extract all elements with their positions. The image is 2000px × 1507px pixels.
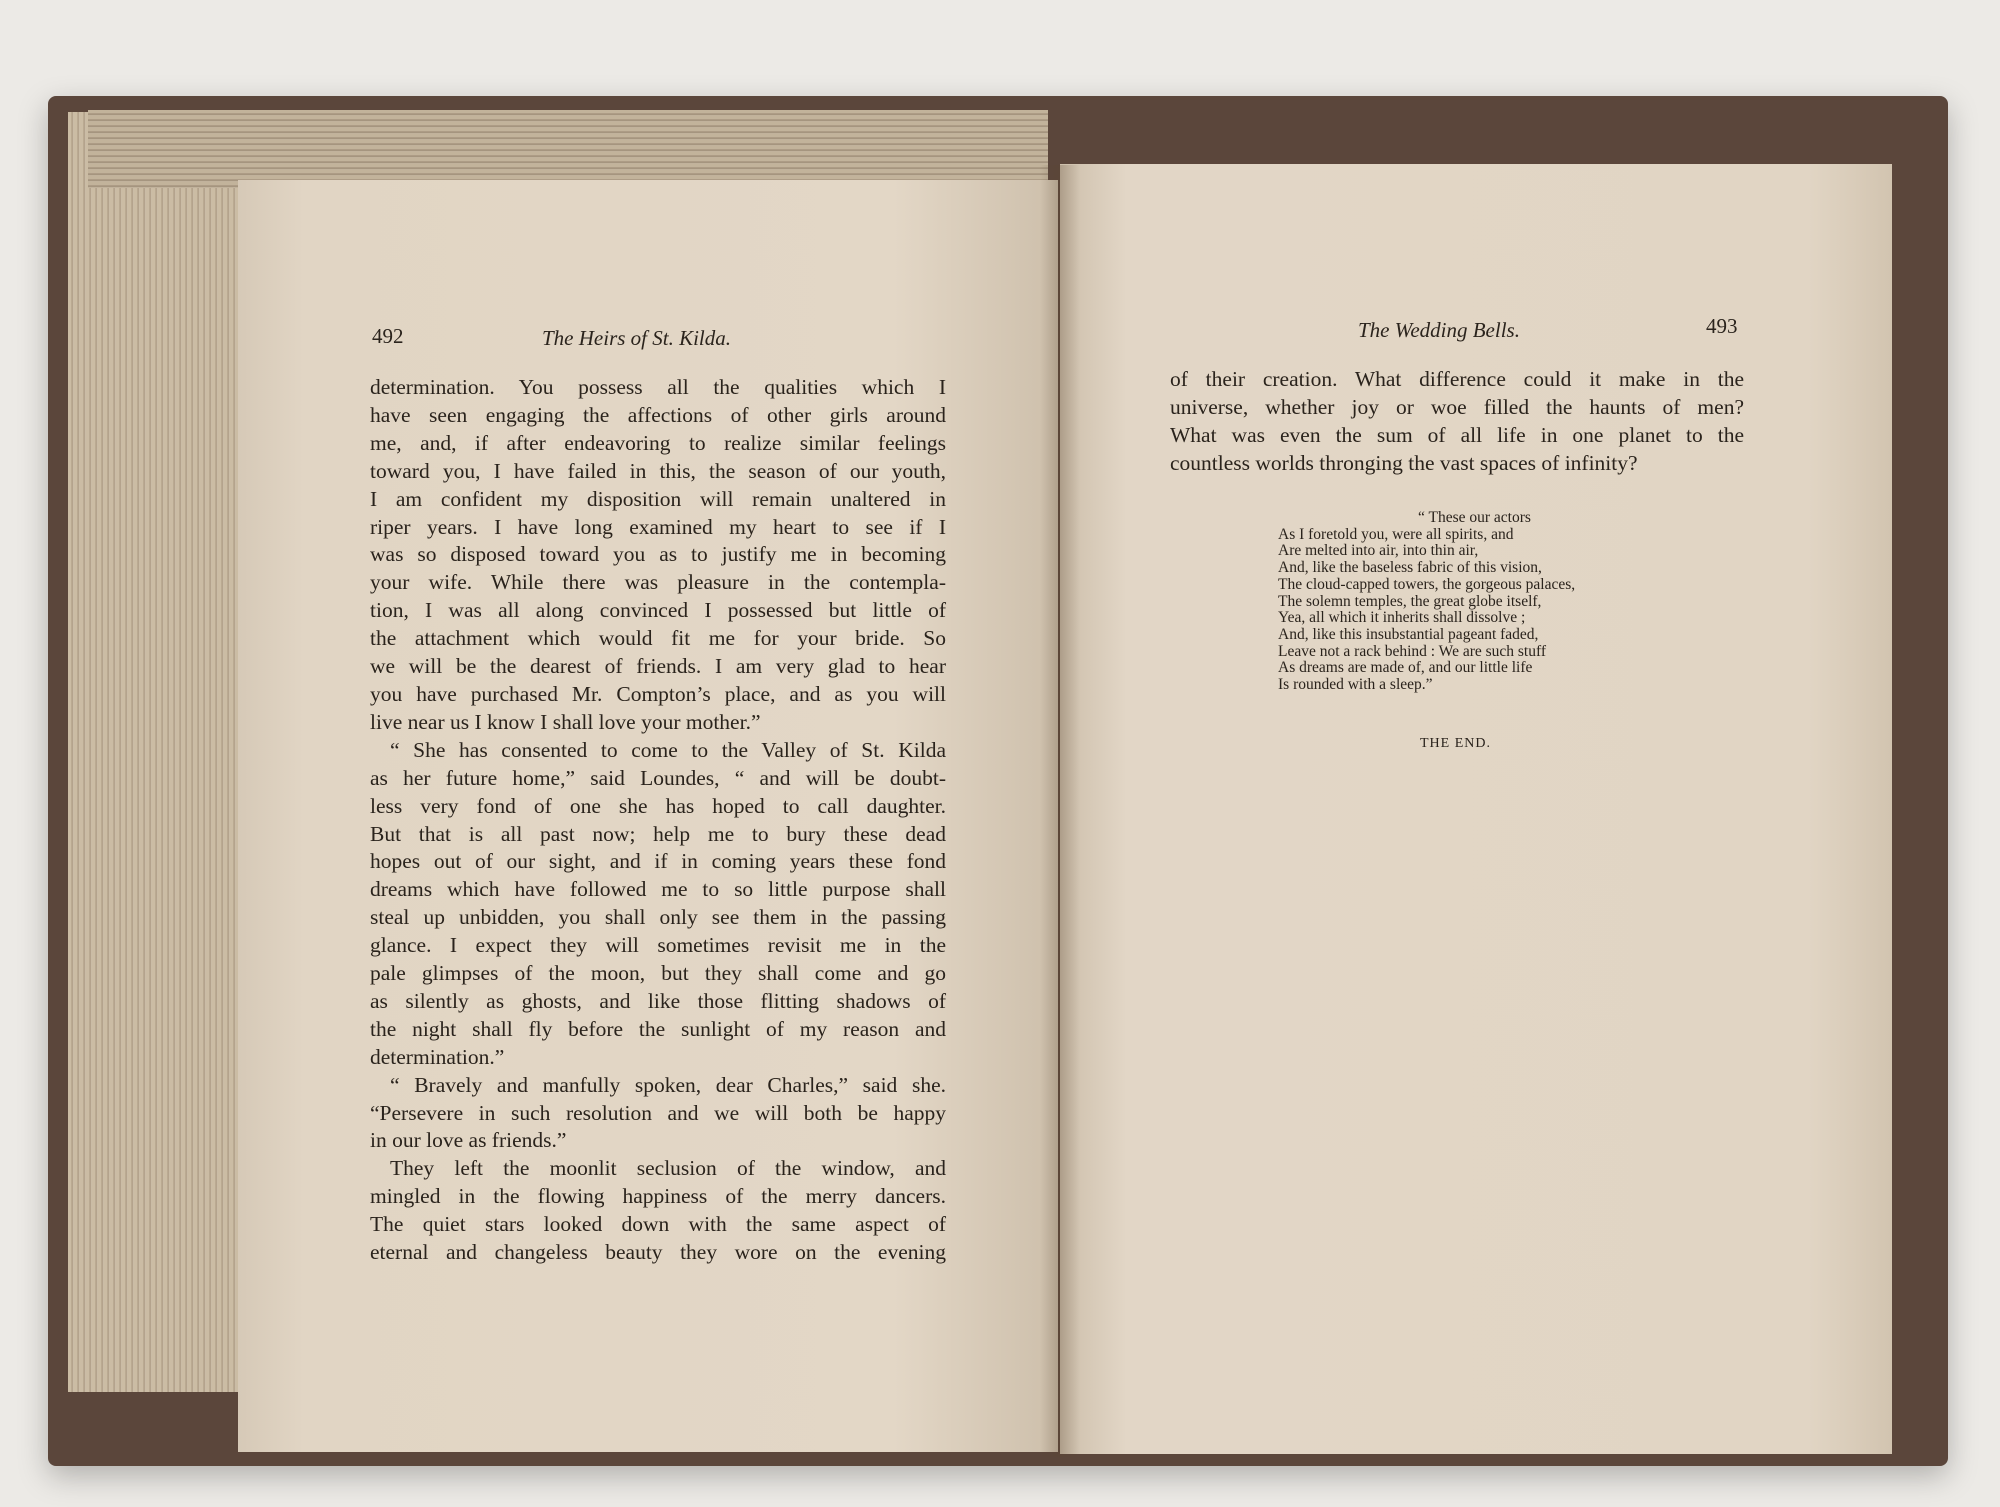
text-line: we will be the dearest of friends. I am very glad to hear: [370, 654, 946, 679]
text-line: They left the moonlit seclusion of the window, and: [390, 1156, 946, 1181]
text-line: less very fond of one she has hoped to call daughter.: [370, 793, 946, 818]
text-line: What was even the sum of all life in one planet to the: [1170, 422, 1744, 447]
text-line: the night shall fly before the sunlight of my reason and: [370, 1016, 946, 1041]
text-line: I am confident my disposition will remain unaltered in: [370, 486, 946, 511]
poem-line: “ These our actors: [1418, 509, 1531, 526]
poem-line: Is rounded with a sleep.”: [1278, 676, 1433, 694]
text-line: as silently as ghosts, and like those flitting shadows of: [370, 988, 946, 1013]
right-page: [1060, 164, 1892, 1454]
text-line: But that is all past now; help me to bury these dead: [370, 821, 946, 846]
text-line: steal up unbidden, you shall only see them in the passing: [370, 905, 946, 930]
right-page-body: [1170, 366, 1744, 478]
right-page-number: 493: [1706, 314, 1738, 338]
left-page-body: [370, 374, 946, 1267]
text-line: me, and, if after endeavoring to realize similar feelings: [370, 430, 946, 455]
text-line: determination. You possess all the qualities which I: [370, 375, 946, 399]
poem-line: And, like this insubstantial pageant faded,: [1278, 625, 1539, 643]
text-line: dreams which have followed me to so little purpose shall: [370, 877, 946, 902]
text-line: pale glimpses of the moon, but they shall come and go: [370, 961, 946, 986]
text-line: “ She has consented to come to the Valley of St. Kilda: [390, 737, 946, 762]
the-end-label: THE END.: [1420, 736, 1491, 751]
text-line: mingled in the flowing happiness of the merry dancers.: [370, 1184, 946, 1209]
text-line: glance. I expect they will sometimes revisit me in the: [370, 933, 946, 958]
text-line: eternal and changeless beauty they wore on the evening: [370, 1240, 946, 1265]
text-line: tion, I was all along convinced I possessed but little of: [370, 598, 946, 623]
page-edges-top: [88, 110, 1048, 188]
text-line: “ Bravely and manfully spoken, dear Charles,” said she.: [390, 1072, 946, 1097]
text-line: your wife. While there was pleasure in the contempla-: [370, 570, 946, 595]
quoted-poem: [1278, 510, 1698, 694]
text-line: have seen engaging the affections of other girls around: [370, 402, 946, 427]
left-running-title: The Heirs of St. Kilda.: [542, 326, 732, 350]
text-line: in our love as friends.”: [370, 1128, 567, 1153]
text-line: you have purchased Mr. Compton’s place, and as you will: [370, 681, 946, 706]
page-edges-side: [68, 112, 240, 1392]
text-line: The quiet stars looked down with the same aspect of: [370, 1212, 946, 1237]
poem-line: The solemn temples, the great globe itself,: [1278, 592, 1542, 610]
poem-line: Yea, all which it inherits shall dissolve ;: [1278, 609, 1526, 627]
right-running-title: The Wedding Bells.: [1358, 318, 1520, 342]
text-line: hopes out of our sight, and if in coming years these fond: [370, 849, 946, 874]
poem-line: The cloud-capped towers, the gorgeous palaces,: [1278, 575, 1576, 593]
text-line: toward you, I have failed in this, the season of our youth,: [370, 458, 946, 483]
left-page-number: 492: [372, 324, 404, 348]
text-line: was so disposed toward you as to justify me in becoming: [370, 542, 946, 567]
text-line: as her future home,” said Loundes, “ and will be doubt-: [370, 765, 946, 790]
poem-line: As dreams are made of, and our little life: [1278, 659, 1533, 677]
poem-line: And, like the baseless fabric of this vision,: [1278, 559, 1542, 577]
poem-line: Leave not a rack behind : We are such stuff: [1278, 642, 1547, 660]
text-line: the attachment which would fit me for your bride. So: [370, 626, 946, 651]
text-line: determination.”: [370, 1044, 505, 1069]
text-line: live near us I know I shall love your mother.”: [370, 709, 761, 734]
poem-line: Are melted into air, into thin air,: [1278, 542, 1479, 560]
text-line: of their creation. What difference could it make in the: [1170, 367, 1744, 391]
text-line: “Persevere in such resolution and we will both be happy: [370, 1100, 946, 1125]
text-line: universe, whether joy or woe filled the haunts of men?: [1170, 394, 1744, 419]
text-line: riper years. I have long examined my heart to see if I: [370, 514, 946, 539]
poem-line: As I foretold you, were all spirits, and: [1278, 525, 1514, 543]
text-line: countless worlds thronging the vast spaces of infinity?: [1170, 450, 1638, 475]
book-gutter: [1040, 165, 1080, 1457]
